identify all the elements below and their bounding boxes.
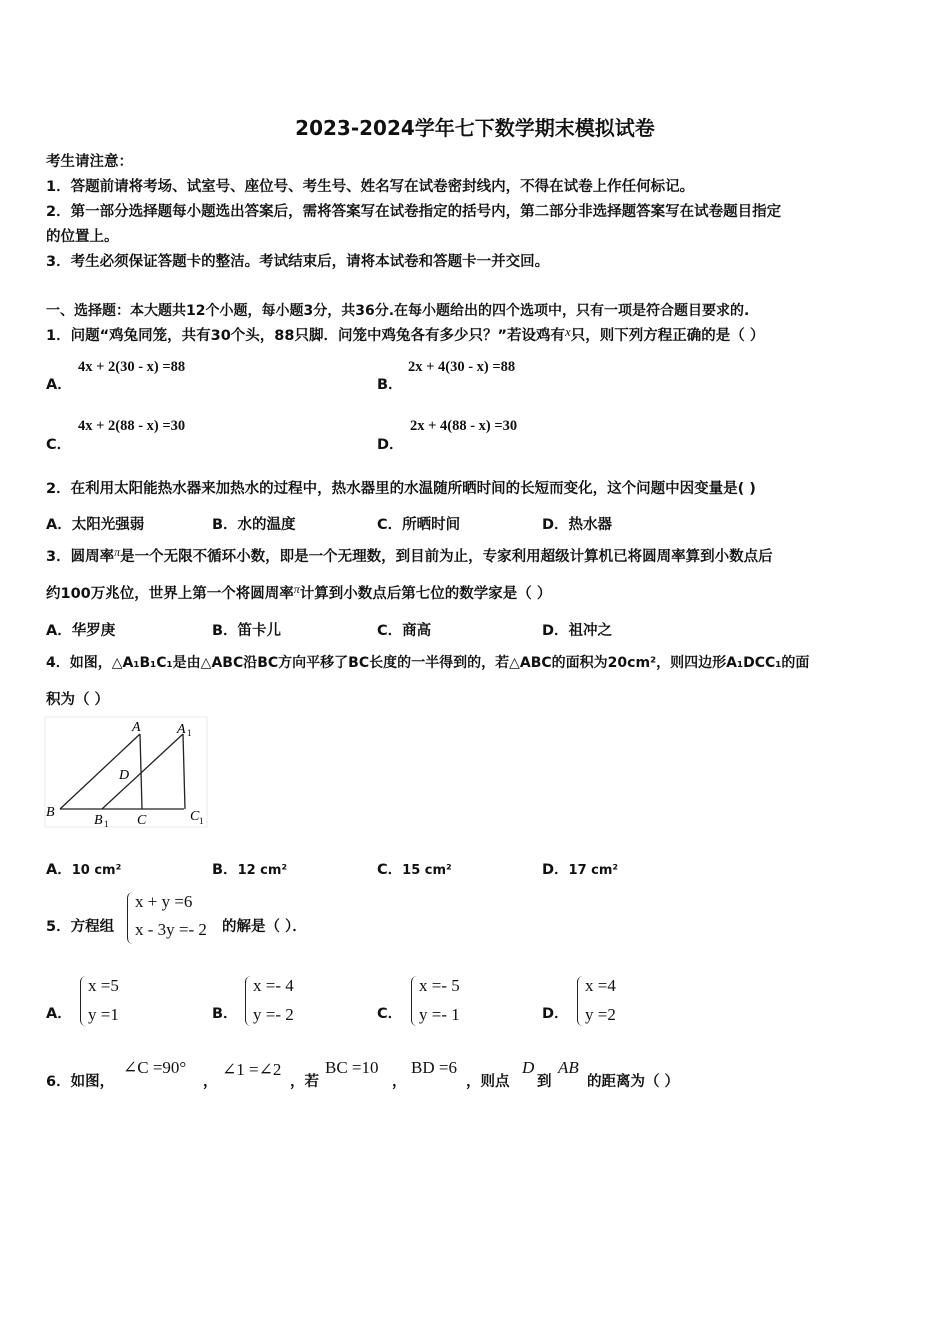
q5-option-a-brace	[80, 976, 87, 1026]
notice-heading: 考生请注意：	[46, 154, 133, 170]
q5-option-c-brace	[411, 976, 418, 1026]
q6-suffix: 的距离为（ ）	[587, 1074, 680, 1090]
q5-option-d-brace	[577, 976, 584, 1026]
q1-option-d-expr: 2x + 4(88 - x) =30	[410, 418, 518, 434]
q1-option-c-expr: 4x + 2(88 - x) =30	[78, 418, 186, 434]
q4-option-b-label: B．	[212, 862, 238, 878]
notice-item-3: 3．考生必须保证答题卡的整洁。考试结束后，请将本试卷和答题卡一并交回。	[46, 254, 550, 270]
segment-b1a1	[102, 734, 183, 809]
q2-option-b[interactable]: B．水的温度	[212, 517, 296, 533]
q5-option-a[interactable]: A．	[46, 1006, 72, 1022]
q1-option-b[interactable]	[377, 373, 403, 394]
label-a: A	[132, 720, 141, 735]
q4-option-d-value: 17 cm²	[568, 863, 619, 878]
q3-pi-2: π	[293, 582, 300, 596]
q1-option-a-label: A．	[46, 377, 72, 393]
q4-option-a-value: 10 cm²	[71, 863, 122, 878]
q2-option-d[interactable]: D．热水器	[542, 517, 613, 533]
q3-option-a[interactable]: A．华罗庚	[46, 623, 116, 639]
q4-option-c-value: 15 cm²	[402, 863, 452, 878]
q5-option-b[interactable]: B．	[212, 1006, 238, 1022]
q1-stem-a: 1．问题“鸡兔同笼，共有30个头，88只脚．问笼中鸡兔各有多少只？”若设鸡有	[46, 328, 566, 344]
q3-line-2	[46, 584, 551, 604]
q6-sep-2: ，若	[290, 1074, 319, 1090]
q5-stem-b: 的解是（ ）．	[222, 919, 307, 935]
q3-line-1-a: 3．圆周率	[46, 549, 115, 565]
q3-line-2-a: 约100万兆位，世界上第一个将圆周率	[46, 586, 294, 602]
section-heading: 一、选择题：本大题共12个小题，每小题3分，共36分.在每小题给出的四个选项中，只有一项是符合题目要求的.	[46, 303, 750, 319]
q5-option-a-l2: y =1	[88, 1005, 119, 1024]
q1-option-c-label: C．	[46, 437, 72, 453]
label-a1-sub: 1	[187, 728, 192, 738]
q1-stem-b: 只，则下列方程正确的是（ ）	[570, 328, 765, 344]
q6-expr-bd: BD =6	[411, 1058, 457, 1077]
segment-a1c1	[183, 734, 185, 809]
q5-option-b-l1: x =- 4	[253, 976, 294, 995]
q1-option-b-expr: 2x + 4(30 - x) =88	[408, 359, 516, 375]
q6-sep-1: ，	[203, 1074, 218, 1090]
q5-option-c-l2: y =- 1	[419, 1005, 460, 1024]
page-title: 2023-2024学年七下数学期末模拟试卷	[295, 116, 655, 140]
label-a1: A	[177, 722, 186, 737]
q5-option-d-l2: y =2	[585, 1005, 616, 1024]
q6-sep-4: ，则点	[466, 1074, 510, 1090]
q2-option-c[interactable]: C．所晒时间	[377, 517, 461, 533]
q5-option-c[interactable]: C．	[377, 1006, 403, 1022]
q6-sep-5: 到	[537, 1074, 552, 1090]
q6-sep-3: ，	[392, 1074, 407, 1090]
q6-segment-ab: AB	[558, 1058, 579, 1077]
q4-line-1: 4．如图，△A₁B₁C₁是由△ABC沿BC方向平移了BC长度的一半得到的，若△ABC的面积为20cm²，则四边形A₁DCC₁的面	[46, 655, 810, 671]
q5-stem-a: 5．方程组	[46, 919, 115, 935]
q2-stem: 2．在利用太阳能热水器来加热水的过程中，热水器里的水温随所晒时间的长短而变化，这个问题中因变量是( )	[46, 481, 756, 497]
q4-option-a-label: A．	[46, 862, 72, 878]
q4-option-b-value: 12 cm²	[237, 863, 288, 878]
q5-system-brace	[127, 892, 134, 944]
q5-option-a-l1: x =5	[88, 976, 119, 995]
q6-expr-angle-c: ∠C =90°	[123, 1058, 187, 1077]
q5-option-b-brace	[245, 976, 252, 1026]
notice-item-1: 1．答题前请将考场、试室号、座位号、考生号、姓名写在试卷密封线内，不得在试卷上作任何标记。	[46, 179, 695, 195]
q1-var: x	[565, 324, 571, 339]
label-c1-sub: 1	[199, 816, 204, 826]
q4-line-2: 积为（ ）	[46, 692, 110, 708]
q3-pi-1: π	[114, 545, 121, 559]
label-b1-sub: 1	[104, 819, 109, 828]
q5-eq-1: x + y =6	[135, 892, 193, 911]
notice-item-2: 2．第一部分选择题每小题选出答案后，需将答案写在试卷指定的括号内，第二部分非选择题答案写在试卷题目指定	[46, 204, 782, 220]
label-d: D	[119, 768, 130, 783]
label-c: C	[137, 813, 147, 828]
q4-option-b[interactable]	[212, 858, 287, 879]
q5-option-d-l1: x =4	[585, 976, 616, 995]
q5-option-c-l1: x =- 5	[419, 976, 460, 995]
q6-expr-bc: BC =10	[325, 1058, 379, 1077]
q4-option-d-label: D．	[542, 862, 569, 878]
q3-line-1-b: 是一个无限不循环小数，即是一个无理数，到目前为止，专家利用超级计算机已将圆周率算到小数点后	[120, 549, 773, 565]
q1-option-d-label: D．	[377, 437, 404, 453]
q1-option-c[interactable]	[46, 433, 71, 454]
q4-option-c[interactable]	[377, 858, 452, 879]
q5-option-d[interactable]: D．	[542, 1006, 569, 1022]
label-b: B	[46, 805, 55, 820]
q5-eq-2: x - 3y =- 2	[135, 920, 207, 939]
q3-line-2-b: 计算到小数点后第七位的数学家是（ ）	[299, 586, 552, 602]
q6-prefix: 6．如图，	[46, 1074, 115, 1090]
q3-line-1	[46, 547, 773, 567]
q4-figure	[44, 716, 208, 828]
q6-point-d: D	[522, 1058, 535, 1077]
q6-expr-angles: ∠1 =∠2	[222, 1060, 282, 1079]
q3-option-c[interactable]: C．商高	[377, 623, 432, 639]
q1-stem	[46, 326, 764, 346]
q4-option-c-label: C．	[377, 862, 403, 878]
q5-option-b-l2: y =- 2	[253, 1005, 294, 1024]
notice-item-2-cont: 的位置上。	[46, 229, 119, 245]
q2-option-a[interactable]: A．太阳光强弱	[46, 517, 145, 533]
q4-option-d[interactable]	[542, 858, 618, 879]
q3-option-b[interactable]: B．笛卡儿	[212, 623, 282, 639]
q4-option-a[interactable]	[46, 858, 121, 879]
q1-option-d[interactable]	[377, 433, 404, 454]
q1-option-b-label: B．	[377, 377, 403, 393]
q3-option-d[interactable]: D．祖冲之	[542, 623, 613, 639]
q1-option-a[interactable]	[46, 373, 72, 394]
label-b1: B	[94, 813, 103, 828]
q1-option-a-expr: 4x + 2(30 - x) =88	[78, 359, 186, 375]
label-c1: C	[190, 809, 200, 824]
